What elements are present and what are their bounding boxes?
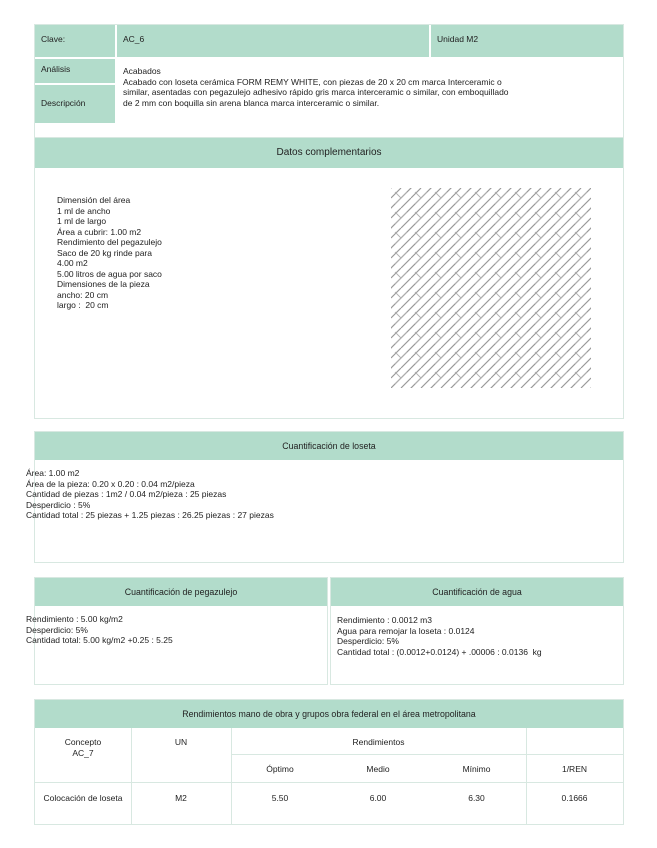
analisis-label-cell bbox=[35, 59, 115, 83]
col-1ren-label: 1/REN bbox=[561, 764, 588, 774]
concepto-label: Concepto bbox=[64, 737, 102, 747]
rendimientos-header bbox=[231, 737, 526, 747]
row-optimo-value: 5.50 bbox=[271, 793, 289, 803]
datos-line: Dimensiones de la pieza bbox=[57, 279, 150, 289]
grid-line bbox=[35, 782, 623, 783]
grid-line bbox=[526, 728, 527, 824]
pegazulejo-line: Rendimiento : 5.00 kg/m2 bbox=[26, 614, 123, 624]
col-medio-label: Medio bbox=[366, 764, 390, 774]
table-row-un bbox=[131, 793, 231, 803]
descripcion-text bbox=[123, 66, 623, 108]
table-row-medio bbox=[329, 793, 427, 803]
rendimientos-title-bar bbox=[35, 700, 623, 728]
analisis-label: Análisis bbox=[41, 64, 71, 74]
datos-line: 5.00 litros de agua por saco bbox=[57, 268, 162, 279]
row-minimo-value: 6.30 bbox=[468, 793, 485, 803]
datos-line: largo : 20 cm bbox=[57, 300, 109, 310]
agua-line: Rendimiento : 0.0012 m3 bbox=[337, 615, 432, 625]
table-row-optimo bbox=[231, 793, 329, 803]
descripcion-label-cell bbox=[35, 85, 115, 123]
rendimientos-title: Rendimientos mano de obra y grupos obra federal en el área metropolitana bbox=[182, 709, 476, 719]
loseta-title-bar bbox=[35, 432, 623, 460]
clave-label: Clave: bbox=[41, 34, 66, 44]
row-concepto-value: Colocación de loseta bbox=[43, 793, 123, 803]
agua-line: Agua para remojar la loseta : 0.0124 bbox=[337, 625, 475, 636]
col-1ren-header bbox=[526, 764, 623, 774]
rendimientos-label: Rendimientos bbox=[352, 737, 405, 747]
pegazulejo-text bbox=[26, 614, 326, 646]
agua-title: Cuantificación de agua bbox=[432, 587, 522, 597]
datos-section bbox=[34, 137, 624, 419]
datos-title: Datos complementarios bbox=[276, 147, 382, 158]
pegazulejo-title: Cuantificación de pegazulejo bbox=[124, 587, 238, 597]
tile-pattern-image bbox=[391, 188, 591, 388]
descripcion-line: similar, asentadas con pegazulejo adhesivo rápido gris marca interceramic o similar, con emboquillado bbox=[123, 87, 509, 97]
row-un-value: M2 bbox=[175, 793, 187, 803]
agua-line: Cantidad total : (0.0012+0.0124) + .00006 : 0.0136 kg bbox=[337, 646, 542, 657]
concepto-value: AC_7 bbox=[72, 747, 94, 758]
descripcion-line: Acabado con loseta cerámica FORM REMY WHITE, con piezas de 20 x 20 cm marca Interceramic o bbox=[123, 76, 502, 87]
pegazulejo-title-bar bbox=[35, 578, 327, 606]
datos-line: Rendimiento del pegazulejo bbox=[57, 237, 162, 247]
table-row-concepto bbox=[43, 793, 123, 804]
table-row-minimo bbox=[427, 793, 526, 803]
datos-line: Área a cubrir: 1.00 m2 bbox=[57, 226, 142, 237]
agua-section bbox=[330, 577, 624, 685]
agua-title-bar bbox=[331, 578, 623, 606]
datos-line: ancho: 20 cm bbox=[57, 289, 109, 300]
col-optimo-header bbox=[231, 764, 329, 774]
un-label: UN bbox=[174, 737, 188, 747]
datos-line: 1 ml de largo bbox=[57, 216, 107, 226]
row-1ren-value: 0.1666 bbox=[561, 793, 588, 803]
descripcion-label: Descripción bbox=[41, 98, 86, 108]
header-block bbox=[34, 24, 624, 152]
row-medio-value: 6.00 bbox=[369, 793, 387, 803]
loseta-line: Cantidad total : 25 piezas + 1.25 piezas : 26.25 piezas : 27 piezas bbox=[26, 510, 274, 520]
agua-text bbox=[337, 615, 621, 657]
clave-value: AC_6 bbox=[123, 34, 145, 44]
loseta-line: Área: 1.00 m2 bbox=[26, 468, 80, 478]
loseta-title: Cuantificación de loseta bbox=[282, 441, 376, 451]
clave-label-cell bbox=[35, 25, 115, 57]
col-optimo-label: Óptimo bbox=[266, 764, 294, 774]
grid-line bbox=[231, 754, 623, 755]
unidad-cell bbox=[431, 25, 623, 57]
un-header bbox=[131, 737, 231, 747]
col-minimo-label: Mínimo bbox=[462, 764, 491, 774]
col-minimo-header bbox=[427, 764, 526, 774]
loseta-line: Desperdicio : 5% bbox=[26, 499, 91, 510]
descripcion-line: de 2 mm con boquilla sin arena blanca marca interceramic o similar. bbox=[123, 97, 380, 108]
datos-text bbox=[57, 195, 357, 311]
datos-line: 1 ml de ancho bbox=[57, 205, 111, 216]
datos-title-bar bbox=[35, 138, 623, 168]
loseta-line: Área de la pieza: 0.20 x 0.20 : 0.04 m2/pieza bbox=[26, 478, 195, 489]
pegazulejo-line: Desperdicio: 5% bbox=[26, 624, 88, 635]
loseta-text bbox=[26, 468, 616, 521]
agua-line: Desperdicio: 5% bbox=[337, 636, 399, 646]
clave-value-cell bbox=[117, 25, 429, 57]
rendimientos-section bbox=[34, 699, 624, 825]
col-medio-header bbox=[329, 764, 427, 774]
datos-line: 4.00 m2 bbox=[57, 258, 88, 268]
datos-line: Dimensión del área bbox=[57, 195, 131, 205]
concepto-header bbox=[35, 737, 131, 758]
loseta-line: Cantidad de piezas : 1m2 / 0.04 m2/pieza : 25 piezas bbox=[26, 489, 227, 499]
pegazulejo-line: Cantidad total: 5.00 kg/m2 +0.25 : 5.25 bbox=[26, 635, 173, 645]
unidad-value: Unidad M2 bbox=[437, 34, 479, 44]
datos-line: Saco de 20 kg rinde para bbox=[57, 247, 152, 258]
analisis-value: Acabados bbox=[123, 66, 161, 76]
table-row-1ren bbox=[526, 793, 623, 803]
